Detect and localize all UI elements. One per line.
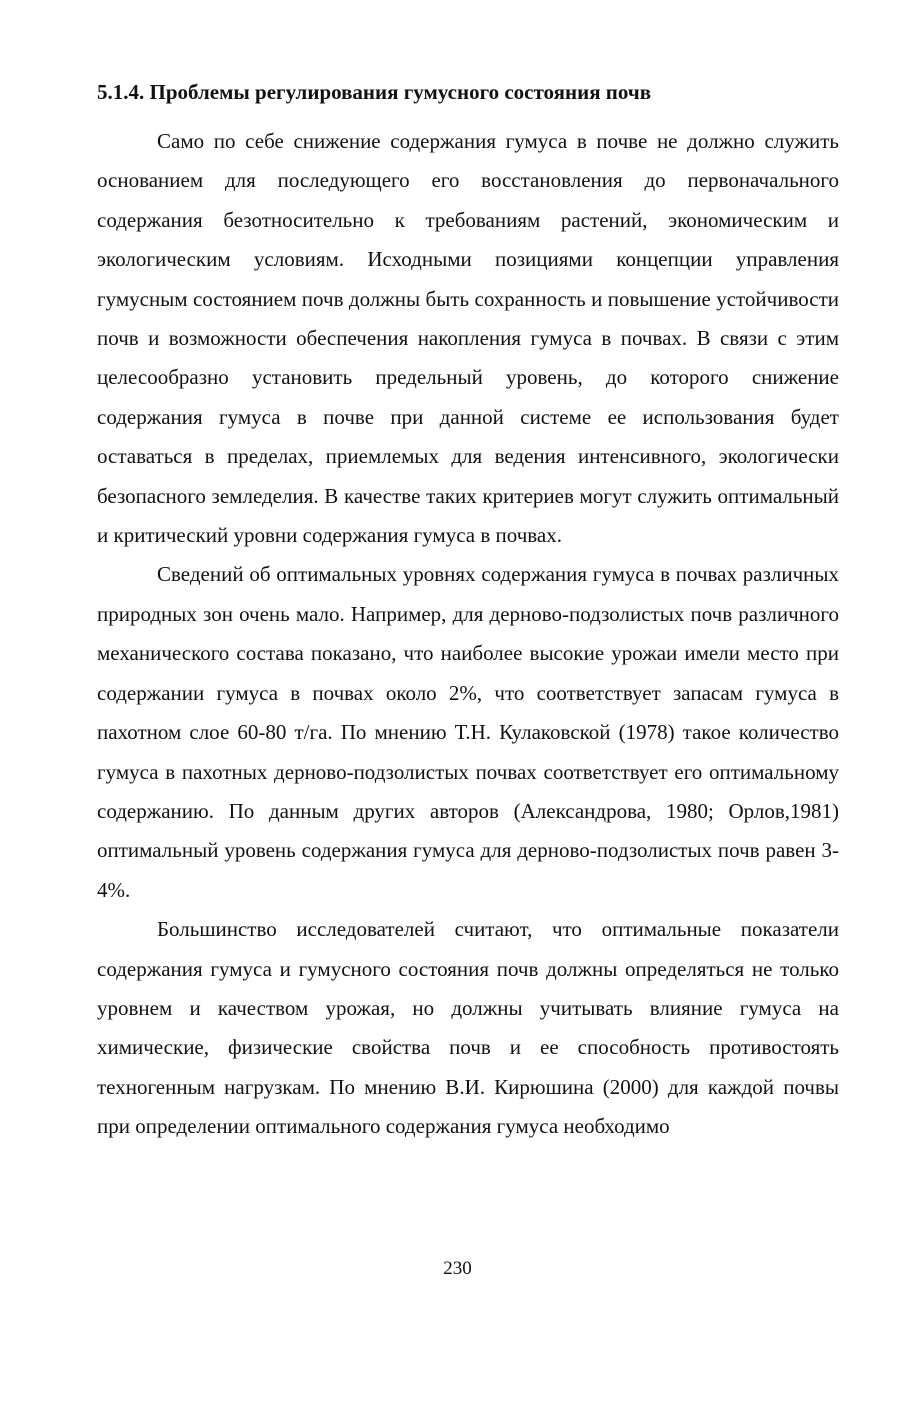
paragraph-1: Само по себе снижение содержания гумуса в почве не должно служить основанием для последующего его восстановления до первоначального содержания безотносительно к требованиям растений, экономическим и экологическим условиям. Исходными позициями концепции управления гумусным состоянием почв должны быть сохранность и повышение устойчивости почв и возможности обеспечения накопления гумуса в почвах. В связи с этим целесообразно установить предельный уровень, до которого снижение содержания гумуса в почве при данной системе ее использования будет оставаться в пределах, приемлемых для ведения интенсивного, экологически безопасного земледелия. В качестве таких критериев могут служить оптимальный и критический уровни содержания гумуса в почвах. xyxy=(97,129,839,548)
paragraph-2: Сведений об оптимальных уровнях содержания гумуса в почвах различных природных зон очень мало. Например, для дерново-подзолистых почв различного механического состава показано, что наиболее высокие урожаи имели место при содержании гумуса в почвах около 2%, что соответствует запасам гумуса в пахотном слое 60-80 т/га. По мнению Т.Н. Кулаковской (1978) такое количество гумуса в пахотных дерново-подзолистых почвах соответствует его оптимальному содержанию. По данным других авторов (Александрова, 1980; Орлов,1981) оптимальный уровень содержания гумуса для дерново-подзолистых почв равен 3-4%. xyxy=(97,562,839,902)
body-text xyxy=(97,122,839,1147)
page-number: 230 xyxy=(443,1258,472,1279)
section-heading: 5.1.4. Проблемы регулирования гумусного состояния почв xyxy=(97,80,652,104)
paragraph-3: Большинство исследователей считают, что оптимальные показатели содержания гумуса и гумусного состояния почв должны определяться не только уровнем и качеством урожая, но должны учитывать влияние гумуса на химические, физические свойства почв и ее способность противостоять техногенным нагрузкам. По мнению В.И. Кирюшина (2000) для каждой почвы при определении оптимального содержания гумуса необходимо xyxy=(97,917,839,1139)
